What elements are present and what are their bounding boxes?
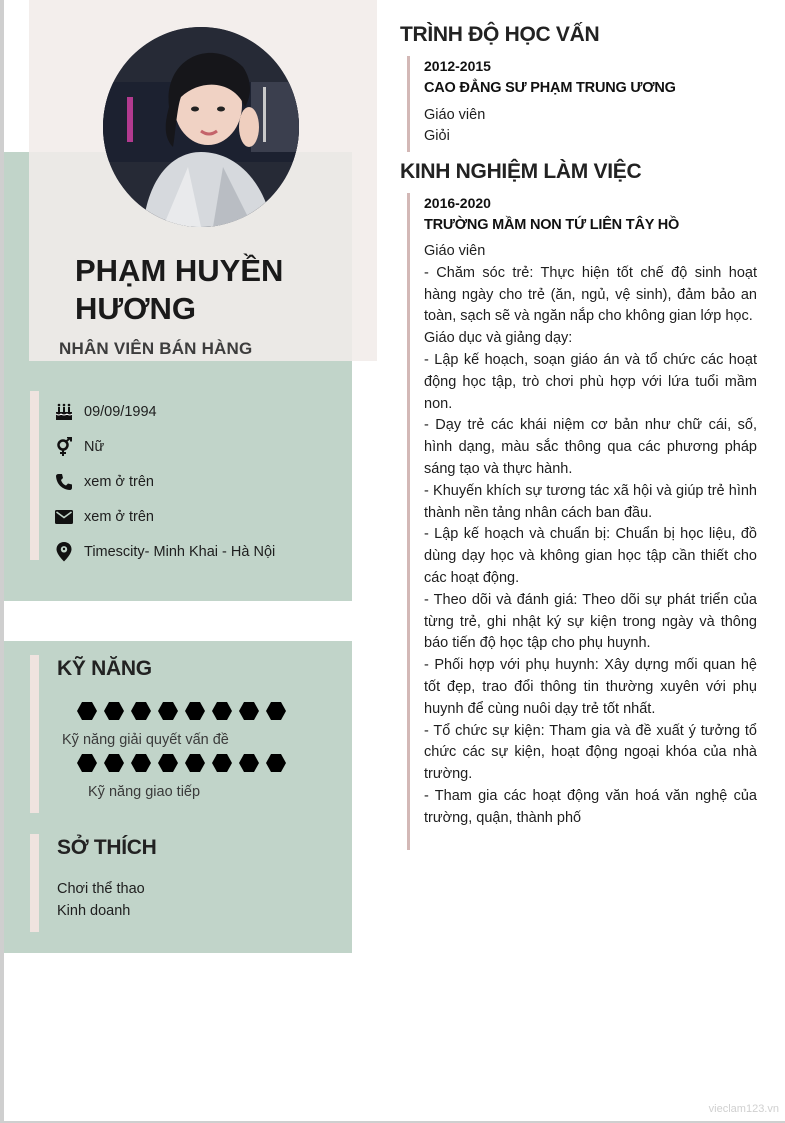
- skill-rating-1: [77, 702, 286, 720]
- sidebar-strip: [4, 152, 29, 361]
- experience-description: [424, 241, 757, 830]
- experience-line: - Chăm sóc trẻ: Thực hiện tốt chế độ sinh hoạt hàng ngày cho trẻ (ăn, ngủ, vệ sinh), đảm bảo an toàn, sạch sẽ và ngăn nắp cho không gian lớp học.: [424, 264, 757, 325]
- skill-name-2: Kỹ năng giao tiếp: [88, 784, 201, 800]
- hobby-item: Kinh doanh: [57, 903, 131, 919]
- skill-name-1: Kỹ năng giải quyết vấn đề: [62, 732, 229, 748]
- education-years: 2012-2015: [424, 58, 491, 74]
- rating-dot: [266, 702, 286, 720]
- experience-line: - Phối hợp với phụ huynh: Xây dựng mối quan hệ tốt đẹp, trao đổi thông tin thường xuyên với phụ huynh để cùng nuôi dạy trẻ tốt nhất.: [424, 657, 757, 717]
- hobbies-title: SỞ THÍCH: [57, 836, 157, 859]
- experience-line: - Lập kế hoạch và chuẩn bị: Chuẩn bị học liệu, đồ dùng dạy học và không gian học tập cần thiết cho các hoạt động.: [424, 526, 757, 586]
- phone-value: xem ở trên: [84, 473, 154, 490]
- rating-dot: [212, 702, 232, 720]
- experience-company: TRƯỜNG MẦM NON TỨ LIÊN TÂY HỒ: [424, 217, 680, 233]
- watermark: vieclam123.vn: [708, 1103, 779, 1115]
- skills-accent-bar: [30, 655, 39, 813]
- hobbies-accent-bar: [30, 834, 39, 932]
- rating-dot: [131, 754, 151, 772]
- rating-dot: [185, 702, 205, 720]
- education-major: Giáo viên: [424, 107, 486, 123]
- gender-value: Nữ: [84, 438, 105, 455]
- contact-address: [54, 534, 275, 569]
- education-school: CAO ĐẲNG SƯ PHẠM TRUNG ƯƠNG: [424, 80, 676, 96]
- rating-dot: [131, 702, 151, 720]
- avatar: [103, 27, 299, 227]
- email-value: xem ở trên: [84, 508, 154, 525]
- contact-email: [54, 499, 275, 534]
- rating-dot: [239, 702, 259, 720]
- contact-birthday: [54, 394, 275, 429]
- experience-title: KINH NGHIỆM LÀM VIỆC: [400, 160, 642, 183]
- phone-icon: [54, 472, 74, 492]
- experience-line: - Tổ chức sự kiện: Tham gia và đề xuất ý tưởng tổ chức các sự kiện, hoạt động ngoại khóa của nhà trường.: [424, 722, 757, 783]
- rating-dot: [212, 754, 232, 772]
- experience-line: - Lập kế hoạch, soạn giáo án và tổ chức các hoạt động học tập, trò chơi phù hợp với lứa tuổi mầm non.: [424, 351, 757, 412]
- experience-line: - Khuyến khích sự tương tác xã hội và giúp trẻ hình thành nền tảng nhân cách ban đầu.: [424, 482, 757, 521]
- rating-dot: [266, 754, 286, 772]
- contact-gender: [54, 429, 275, 464]
- rating-dot: [104, 754, 124, 772]
- cake-icon: [54, 402, 74, 422]
- experience-line: - Tham gia các hoạt động văn hoá văn nghệ của trường, quận, thành phố: [424, 787, 757, 826]
- skills-title: KỸ NĂNG: [57, 657, 152, 680]
- education-title: TRÌNH ĐỘ HỌC VẤN: [400, 23, 600, 46]
- experience-line: - Dạy trẻ các khái niệm cơ bản như chữ cái, số, hình dạng, màu sắc thông qua các phương pháp sáng tạo và thực hành.: [424, 417, 757, 477]
- mail-icon: [54, 507, 74, 527]
- rating-dot: [239, 754, 259, 772]
- location-icon: [54, 542, 74, 562]
- experience-line: - Theo dõi và đánh giá: Theo dõi sự phát triển của từng trẻ, ghi nhật ký sự kiện trong ngày và thông báo tiến độ học tập cho phụ huynh.: [424, 591, 757, 652]
- profile-position: NHÂN VIÊN BÁN HÀNG: [59, 339, 253, 358]
- experience-line: Giáo viên: [424, 243, 486, 259]
- rating-dot: [185, 754, 205, 772]
- education-timeline: [407, 56, 410, 152]
- education-grade: Giỏi: [424, 128, 450, 144]
- rating-dot: [77, 754, 97, 772]
- experience-years: 2016-2020: [424, 195, 491, 211]
- profile-name: PHẠM HUYỀN HƯƠNG: [75, 253, 284, 326]
- hobby-item: Chơi thể thao: [57, 881, 145, 897]
- skill-rating-2: [77, 754, 286, 772]
- experience-line: Giáo dục và giảng dạy:: [424, 330, 573, 347]
- rating-dot: [77, 702, 97, 720]
- birthday-value: 09/09/1994: [84, 403, 157, 420]
- rating-dot: [158, 754, 178, 772]
- rating-dot: [104, 702, 124, 720]
- avatar-photo: [103, 27, 299, 227]
- contact-list: [54, 394, 275, 569]
- contact-phone: [54, 464, 275, 499]
- contact-accent-bar: [30, 391, 39, 560]
- rating-dot: [158, 702, 178, 720]
- experience-timeline: [407, 193, 410, 850]
- address-value: Timescity- Minh Khai - Hà Nội: [84, 543, 276, 560]
- gender-icon: [54, 437, 74, 457]
